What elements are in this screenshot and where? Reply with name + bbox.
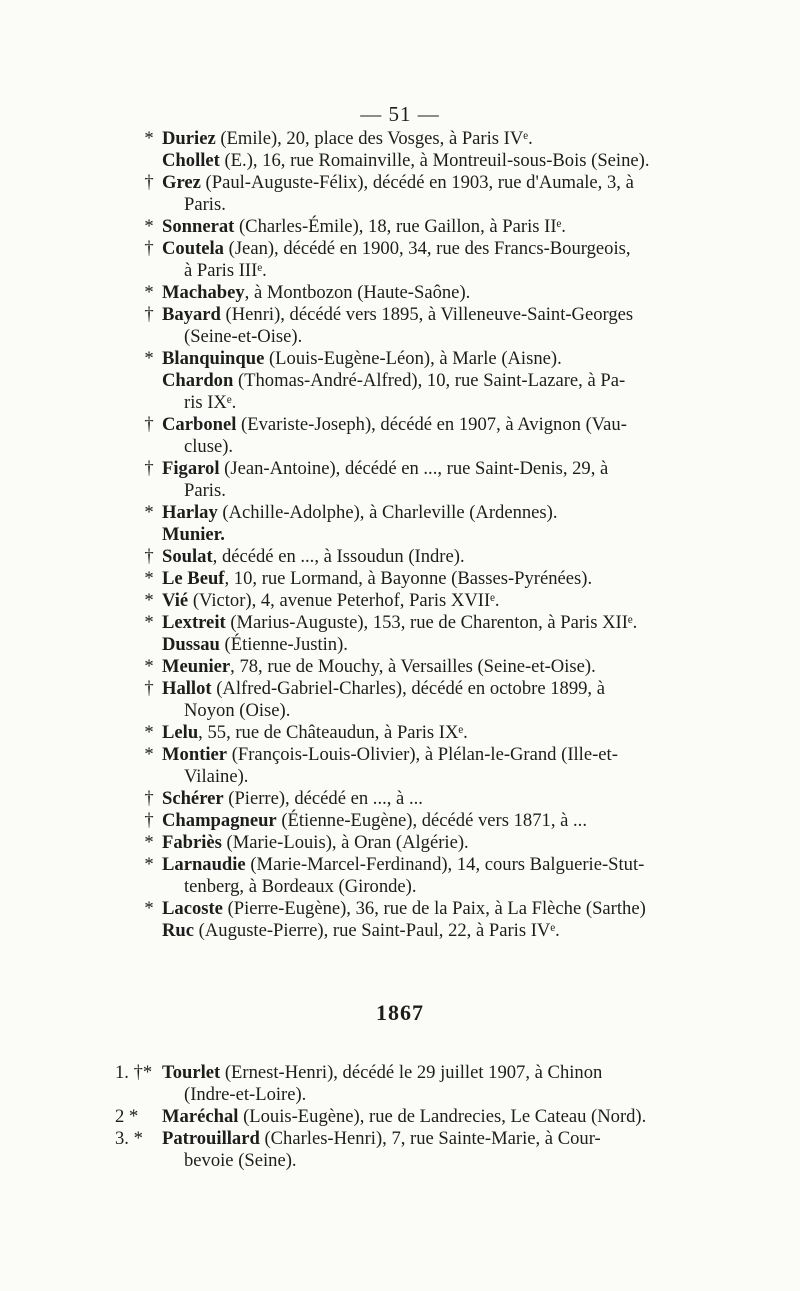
entry-name: Patrouillard — [162, 1128, 260, 1149]
list-item — [144, 238, 675, 282]
entry-detail: (Louis-Eugène), rue de Landrecies, Le Cateau (Nord). — [238, 1106, 647, 1127]
entry-mark: * — [144, 722, 154, 743]
entry-mark: 1. †* — [115, 1062, 153, 1083]
entry-mark: 2 * — [115, 1106, 139, 1127]
entry-mark: † — [144, 546, 154, 567]
entry-name: Bayard — [162, 304, 221, 325]
entry-mark: * — [144, 656, 154, 677]
list-item — [144, 656, 675, 678]
entry-detail-continued: tenberg, à Bordeaux (Gironde). — [184, 876, 417, 897]
entry-detail-continued: (Indre-et-Loire). — [184, 1084, 307, 1105]
entry-detail: (Louis-Eugène-Léon), à Marle (Aisne). — [264, 348, 562, 369]
entry-detail: (Étienne-Justin). — [219, 634, 348, 655]
list-item — [144, 590, 675, 612]
entry-detail: (Henri), décédé vers 1895, à Villeneuve-Saint-Georges — [220, 304, 634, 325]
year-heading: 1867 — [376, 1000, 424, 1025]
entry-detail-continued: Paris. — [184, 480, 226, 501]
entry-list — [0, 128, 800, 942]
entry-detail: , à Montbozon (Haute-Saône). — [244, 282, 471, 303]
entry-detail: (Marie-Marcel-Ferdinand), 14, cours Balguerie-Stut- — [245, 854, 645, 875]
entry-name: Soulat — [162, 546, 213, 567]
entry-detail: (Thomas-André-Alfred), 10, rue Saint-Lazare, à Pa- — [233, 370, 626, 391]
entry-mark: † — [144, 414, 154, 435]
entry-detail: , 78, rue de Mouchy, à Versailles (Seine-et-Oise). — [230, 656, 596, 677]
entry-mark: † — [144, 304, 154, 325]
list-item — [162, 150, 675, 172]
entry-detail: (Evariste-Joseph), décédé en 1907, à Avignon (Vau- — [236, 414, 627, 435]
entry-detail: (Jean), décédé en 1900, 34, rue des Francs-Bourgeois, — [223, 238, 631, 259]
entry-detail: , 10, rue Lormand, à Bayonne (Basses-Pyrénées). — [224, 568, 593, 589]
entry-detail: , décédé en ..., à Issoudun (Indre). — [212, 546, 465, 567]
entry-name: Carbonel — [162, 414, 237, 435]
entry-name: Ruc — [162, 920, 195, 941]
entry-name: Tourlet — [162, 1062, 221, 1083]
list-item — [144, 832, 675, 854]
list-item — [144, 612, 675, 634]
entry-name: Champagneur — [162, 810, 277, 831]
entry-name: Dussau — [162, 634, 220, 655]
entry-mark: * — [144, 348, 154, 369]
entry-mark: * — [144, 568, 154, 589]
list-item — [144, 788, 675, 810]
list-item — [162, 920, 675, 942]
entry-mark: * — [144, 282, 154, 303]
list-item — [144, 810, 675, 832]
entry-name: Lacoste — [162, 898, 223, 919]
list-item — [144, 304, 675, 348]
entry-detail: (Marie-Louis), à Oran (Algérie). — [221, 832, 469, 853]
entry-detail: (Étienne-Eugène), décédé vers 1871, à ... — [276, 810, 587, 831]
list-item — [115, 1128, 675, 1172]
entry-detail-continued: Paris. — [184, 194, 226, 215]
entry-name: Coutela — [162, 238, 224, 259]
entry-name: Duriez — [162, 128, 216, 149]
list-item — [162, 524, 675, 546]
entry-detail: (Ernest-Henri), décédé le 29 juillet 1907, à Chinon — [220, 1062, 603, 1083]
list-item — [115, 1106, 675, 1128]
entry-name: Sonnerat — [162, 216, 235, 237]
entry-name: Vié — [162, 590, 189, 611]
entry-mark: * — [144, 590, 154, 611]
entry-name: Lextreit — [162, 612, 226, 633]
list-item — [144, 348, 675, 370]
entry-detail: (Charles-Émile), 18, rue Gaillon, à Paris IIᵉ. — [234, 216, 566, 237]
entry-name: Lelu — [162, 722, 199, 743]
list-item — [144, 722, 675, 744]
entry-detail: (Achille-Adolphe), à Charleville (Ardennes). — [217, 502, 558, 523]
list-item — [144, 568, 675, 590]
entry-detail-continued: bevoie (Seine). — [184, 1150, 297, 1171]
list-item — [162, 370, 675, 414]
entry-name: Fabriès — [162, 832, 222, 853]
entry-detail: (Pierre-Eugène), 36, rue de la Paix, à La Flèche (Sarthe) — [222, 898, 646, 919]
entry-mark: * — [144, 128, 154, 149]
entry-name: Schérer — [162, 788, 224, 809]
entry-mark: * — [144, 216, 154, 237]
entry-list-1867 — [0, 1062, 800, 1172]
entry-mark: † — [144, 788, 154, 809]
entry-detail-continued: à Paris IIIᵉ. — [184, 260, 267, 281]
entry-name: Montier — [162, 744, 228, 765]
entry-name: Munier. — [162, 524, 225, 545]
entry-detail-continued: (Seine-et-Oise). — [184, 326, 303, 347]
entry-mark: * — [144, 898, 154, 919]
entry-detail-continued: Vilaine). — [184, 766, 249, 787]
entry-name: Machabey — [162, 282, 245, 303]
list-item — [144, 414, 675, 458]
entry-name: Blanquinque — [162, 348, 265, 369]
list-item — [144, 744, 675, 788]
page-number: — 51 — — [360, 102, 440, 126]
list-item — [144, 216, 675, 238]
entry-detail: (E.), 16, rue Romainville, à Montreuil-sous-Bois (Seine). — [219, 150, 650, 171]
entry-detail: (Alfred-Gabriel-Charles), décédé en octobre 1899, à — [211, 678, 605, 699]
entry-mark: † — [144, 458, 154, 479]
list-item — [144, 172, 675, 216]
list-item — [144, 458, 675, 502]
entry-name: Harlay — [162, 502, 218, 523]
entry-detail: (Marius-Auguste), 153, rue de Charenton, à Paris XIIᵉ. — [225, 612, 638, 633]
entry-name: Meunier — [162, 656, 231, 677]
entry-name: Grez — [162, 172, 201, 193]
entry-detail: , 55, rue de Châteaudun, à Paris IXᵉ. — [198, 722, 468, 743]
entry-detail: (Paul-Auguste-Félix), décédé en 1903, rue d'Aumale, 3, à — [200, 172, 634, 193]
entry-detail: (Jean-Antoine), décédé en ..., rue Saint-Denis, 29, à — [219, 458, 609, 479]
entry-mark: * — [144, 832, 154, 853]
entry-mark: 3. * — [115, 1128, 143, 1149]
entry-mark: † — [144, 678, 154, 699]
entry-detail: (Auguste-Pierre), rue Saint-Paul, 22, à Paris IVᵉ. — [194, 920, 560, 941]
entry-detail-continued: ris IXᵉ. — [184, 392, 237, 413]
entry-name: Maréchal — [162, 1106, 239, 1127]
entry-detail: (Emile), 20, place des Vosges, à Paris IVᵉ. — [215, 128, 533, 149]
entry-name: Chardon — [162, 370, 234, 391]
entry-detail-continued: Noyon (Oise). — [184, 700, 291, 721]
entry-detail-continued: cluse). — [184, 436, 234, 457]
list-item — [144, 502, 675, 524]
list-item — [144, 898, 675, 920]
entry-mark: † — [144, 810, 154, 831]
list-item — [144, 128, 675, 150]
entry-mark: * — [144, 502, 154, 523]
entry-name: Chollet — [162, 150, 220, 171]
list-item — [144, 282, 675, 304]
entry-detail: (François-Louis-Olivier), à Plélan-le-Grand (Ille-et- — [227, 744, 618, 765]
list-item — [115, 1062, 675, 1106]
entry-mark: * — [144, 612, 154, 633]
entry-detail: (Victor), 4, avenue Peterhof, Paris XVIIᵉ. — [188, 590, 500, 611]
entry-mark: * — [144, 744, 154, 765]
entry-name: Le Beuf — [162, 568, 225, 589]
entry-name: Hallot — [162, 678, 212, 699]
entry-detail: (Pierre), décédé en ..., à ... — [223, 788, 423, 809]
list-item — [144, 854, 675, 898]
entry-mark: † — [144, 172, 154, 193]
entry-detail: (Charles-Henri), 7, rue Sainte-Marie, à Cour- — [259, 1128, 601, 1149]
entry-mark: † — [144, 238, 154, 259]
entry-name: Figarol — [162, 458, 220, 479]
entry-name: Larnaudie — [162, 854, 246, 875]
list-item — [144, 678, 675, 722]
list-item — [144, 546, 675, 568]
entry-mark: * — [144, 854, 154, 875]
list-item — [162, 634, 675, 656]
